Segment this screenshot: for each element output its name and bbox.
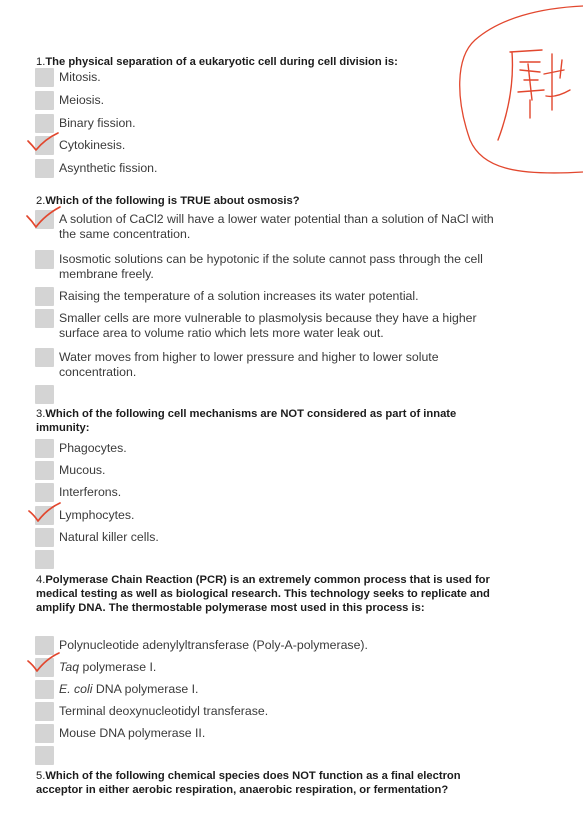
option-label: Phagocytes. [59,441,127,455]
option-label: Mouse DNA polymerase II. [59,726,206,740]
checkbox[interactable] [35,724,54,743]
checkbox[interactable] [35,636,54,655]
checkbox[interactable] [35,702,54,721]
checkbox[interactable] [35,550,54,569]
checkbox[interactable] [35,287,54,306]
checkbox[interactable] [35,439,54,458]
checkbox[interactable] [35,159,54,178]
question-5 [36,769,496,797]
checkbox[interactable] [35,114,54,133]
checkbox[interactable] [35,658,54,677]
option-label: Natural killer cells. [59,530,159,544]
checkbox[interactable] [35,528,54,547]
option-label: Interferons. [59,485,122,499]
checkbox[interactable] [35,91,54,110]
question-4 [36,573,496,615]
question-3 [36,407,496,435]
option-label: Mucous. [59,463,106,477]
option-label: A solution of CaCl2 will have a lower water potential than a solution of NaCl with the same concentration. [59,212,494,241]
question-1 [36,55,496,69]
option-label-rest: polymerase I. [79,660,157,674]
option-label [59,682,499,697]
question-text: Which of the following cell mechanisms are NOT considered as part of innate immunity: [36,408,457,434]
question-number: 3. [36,408,46,420]
checkbox[interactable] [35,250,54,269]
checkbox[interactable] [35,210,54,229]
option-label: Raising the temperature of a solution increases its water potential. [59,289,419,303]
checkbox[interactable] [35,506,54,525]
checkbox[interactable] [35,348,54,367]
question-number: 4. [36,574,46,586]
option-label: Terminal deoxynucleotidyl transferase. [59,704,269,718]
option-label-rest: DNA polymerase I. [92,682,199,696]
checkbox[interactable] [35,483,54,502]
question-2 [36,194,496,208]
checkbox[interactable] [35,385,54,404]
question-text: Polymerase Chain Reaction (PCR) is an extremely common process that is used for medical testing as well as biological research. This technology seeks to replicate and amplify DNA. The thermostable polymerase most used in this process is: [36,574,490,614]
option-label: Mitosis. [59,70,101,84]
option-label: Isosmotic solutions can be hypotonic if the solute cannot pass through the cell membrane freely. [59,252,483,281]
option-label [59,660,499,675]
option-label: Asynthetic fission. [59,161,158,175]
question-number: 2. [36,195,46,207]
question-number: 1. [36,56,46,68]
question-text: Which of the following chemical species does NOT function as a final electron acceptor in either aerobic respiration, anaerobic respiration, or fermentation? [36,770,461,796]
question-text: Which of the following is TRUE about osmosis? [45,195,300,207]
option-label: Cytokinesis. [59,138,126,152]
checkbox[interactable] [35,309,54,328]
checkbox[interactable] [35,136,54,155]
species-name: E. coli [59,682,93,696]
checkbox[interactable] [35,680,54,699]
species-name: Taq [59,660,80,674]
handwritten-annotation-icon [420,0,583,180]
question-text: The physical separation of a eukaryotic cell during cell division is: [45,56,398,68]
option-label: Binary fission. [59,116,136,130]
option-label: Lymphocytes. [59,508,135,522]
option-label: Water moves from higher to lower pressure and higher to lower solute concentration. [59,350,439,379]
option-label: Polynucleotide adenylyltransferase (Poly-A-polymerase). [59,638,368,652]
checkbox[interactable] [35,746,54,765]
option-label: Meiosis. [59,93,105,107]
checkbox[interactable] [35,461,54,480]
option-label: Smaller cells are more vulnerable to plasmolysis because they have a higher surface area to volume ratio which lets more water leak out. [59,311,477,340]
checkbox[interactable] [35,68,54,87]
question-number: 5. [36,770,46,782]
